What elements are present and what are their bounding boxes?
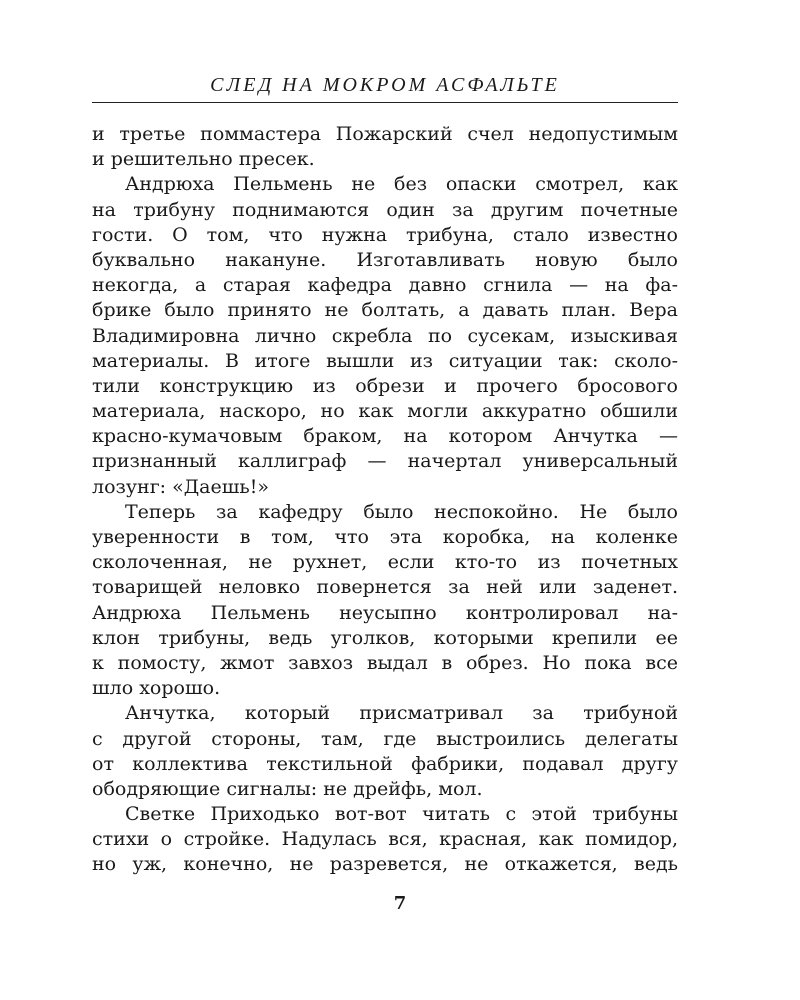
text-line: Анчутка, который присматривал за трибуной	[125, 702, 678, 725]
text-line: красно-кумачовым браком, на котором Анчутка —	[92, 425, 678, 448]
text-line: брике было принято не болтать, а давать план. Вера	[92, 299, 678, 322]
text-line: материалы. В итоге вышли из ситуации так: сколо-	[92, 349, 678, 372]
text-line: и третье поммастера Пожарский счел недопустимым	[92, 123, 678, 145]
header-rule	[92, 102, 678, 103]
text-line: уверенности в том, что эта коробка, на коленке	[92, 526, 678, 548]
text-line: шло хорошо.	[92, 677, 221, 700]
page-number: 7	[393, 893, 407, 914]
text-line: тили конструкцию из обрези и прочего бросового	[92, 374, 678, 397]
text-line: стихи о стройке. Надулась вся, красная, как помидор,	[92, 828, 678, 851]
text-line: некогда, а старая кафедра давно сгнила — на фа-	[92, 274, 678, 297]
text-line: Андрюха Пельмень не без опаски смотрел, как	[125, 173, 678, 196]
text-line: признанный каллиграф — начертал универсальный	[92, 450, 678, 473]
text-line: от коллектива текстильной фабрики, подавал другу	[92, 752, 678, 775]
running-title: СЛЕД НА МОКРОМ АСФАЛЬТЕ	[210, 74, 560, 96]
text-line: клон трибуны, ведь уголков, которыми крепили ее	[92, 626, 678, 649]
text-line: сколоченная, не рухнет, если кто-то из почетных	[92, 551, 678, 574]
text-line: на трибуну поднимаются один за другим почетные	[92, 198, 678, 221]
text-line: но уж, конечно, не разревется, не откажется, ведь	[92, 853, 678, 876]
text-line: ободряющие сигналы: не дрейфь, мол.	[92, 777, 483, 800]
text-line: товарищей неловко повернется за ней или заденет.	[92, 576, 678, 599]
text-line: Владимировна лично скребла по сусекам, изыскивая	[92, 324, 678, 347]
text-line: буквально накануне. Изготавливать новую было	[92, 248, 678, 271]
text-line: лозунг: «Даешь!»	[92, 475, 270, 498]
text-line: с другой стороны, там, где выстроились делегаты	[92, 727, 678, 750]
body-text	[92, 122, 678, 878]
text-line: к помосту, жмот завхоз выдал в обрез. Но пока все	[92, 651, 678, 674]
text-line: Теперь за кафедру было неспокойно. Не было	[125, 500, 678, 523]
text-line: и решительно пресек.	[92, 148, 315, 171]
text-line: гости. О том, что нужна трибуна, стало известно	[92, 223, 678, 246]
text-line: материала, наскоро, но как могли аккуратно обшили	[92, 400, 678, 423]
text-line: Андрюха Пельмень неусыпно контролировал на-	[92, 601, 678, 624]
text-line: Светке Приходько вот-вот читать с этой трибуны	[125, 803, 678, 826]
